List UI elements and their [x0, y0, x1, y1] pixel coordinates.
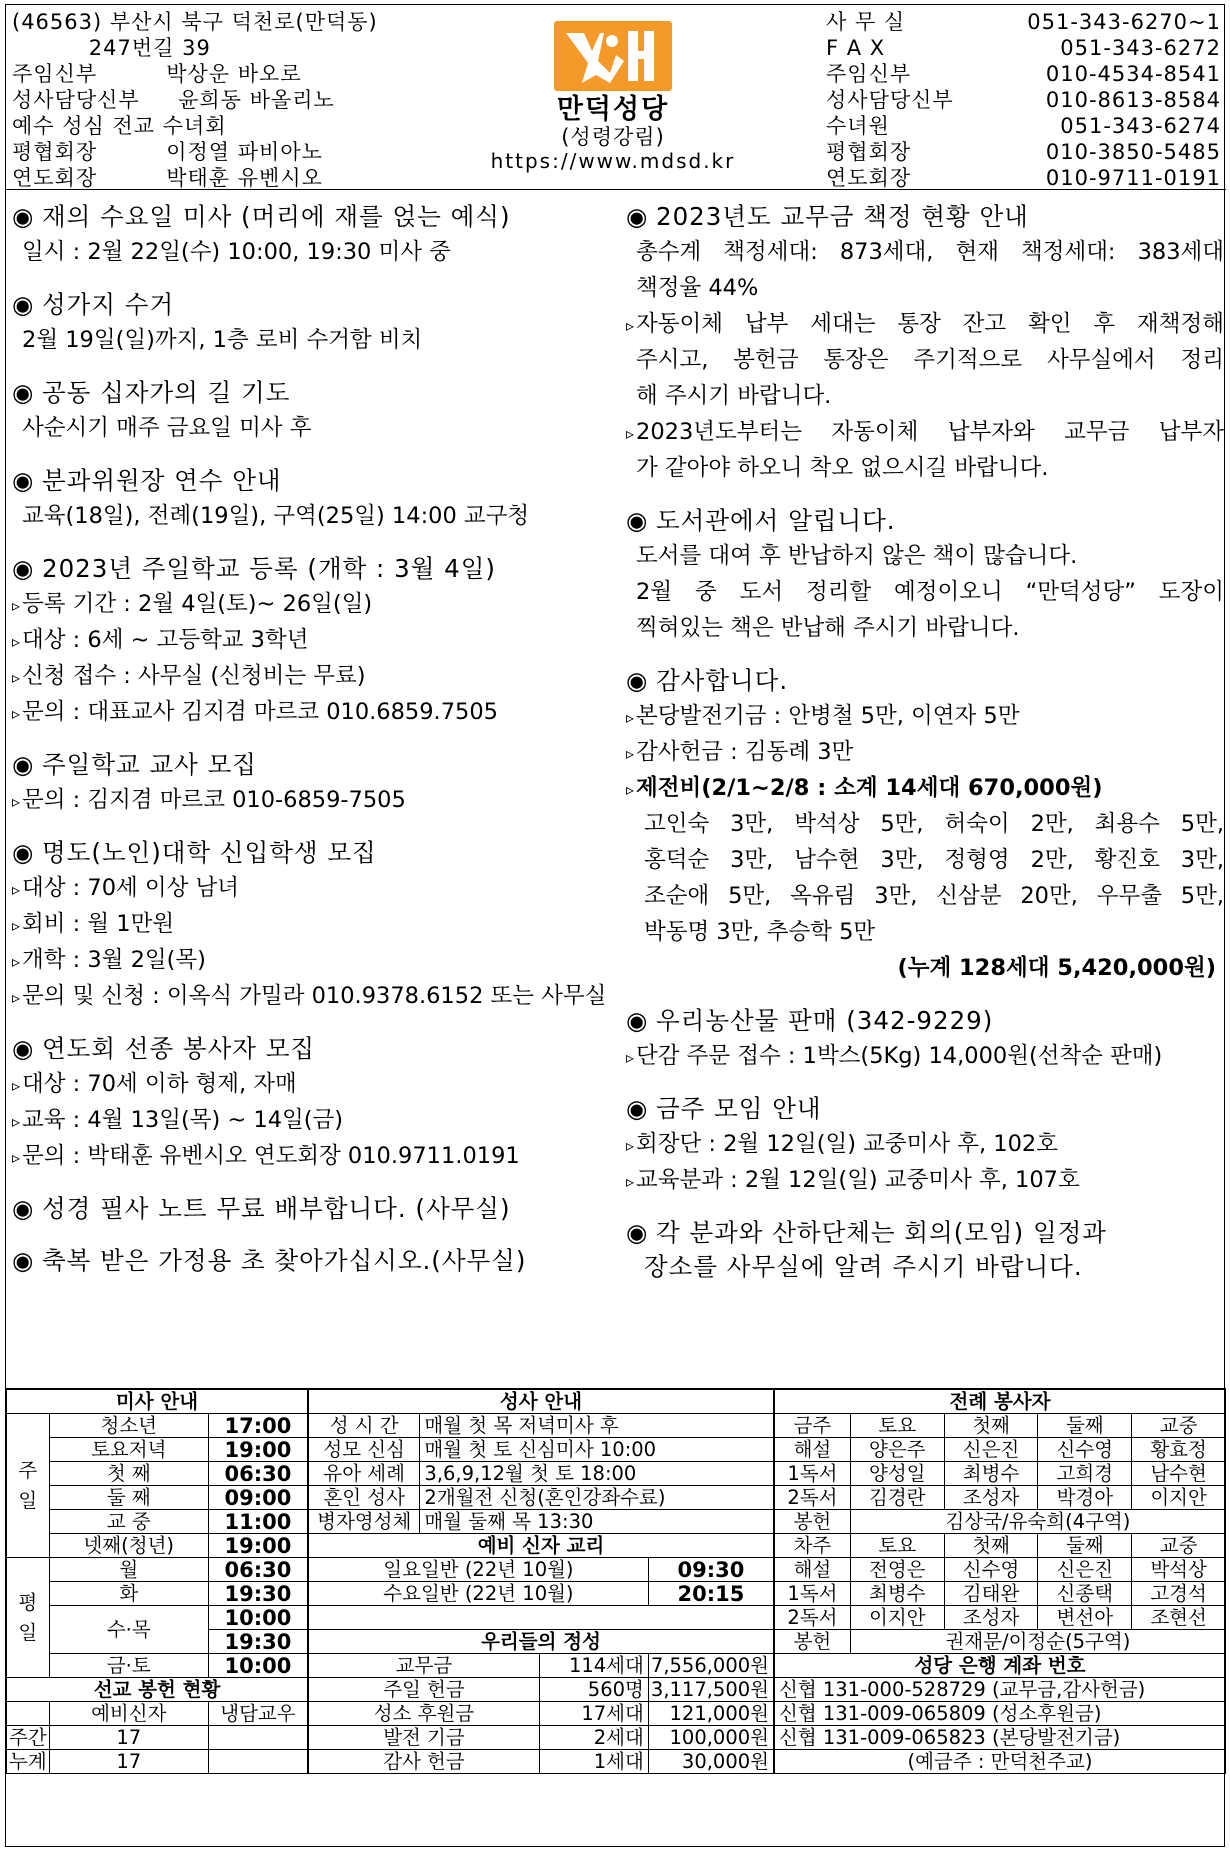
offering-title: 우리들의 정성: [309, 1630, 774, 1654]
sacrament-detail: 3,6,9,12월 첫 토 18:00: [420, 1462, 774, 1486]
mass-time: 19:30: [208, 1630, 307, 1654]
notice-title-text: 2023년도 교무금 책정 현황 안내: [656, 202, 1029, 231]
header-contact-row: [826, 139, 1221, 165]
contact-label: 사 무 실: [826, 10, 906, 34]
liturgy-title: 전례 봉사자: [775, 1390, 1226, 1414]
header-address-line: 예수 성심 전교 수녀회: [12, 114, 227, 138]
liturgy-role: 2독서: [775, 1606, 851, 1630]
header-contact-row: [826, 9, 1221, 35]
sacrament-detail: 2개월전 신청(혼인강좌수료): [420, 1486, 774, 1510]
notice-line: 찍혀있는 책은 반납해 주시기 바랍니다.: [636, 615, 1020, 641]
notice-line: 홍덕순 3만, 남수현 3만, 정형영 2만, 황진호 3만,: [644, 847, 1224, 873]
notice-title: [12, 1244, 620, 1278]
header-address-line: 247번길 39: [12, 36, 211, 60]
sacrament-name: 성 시 간: [309, 1414, 420, 1438]
notice-line: 해 주시기 바랍니다.: [636, 383, 832, 409]
catechism-time: 09:30: [648, 1558, 773, 1582]
sacrament-detail: 매월 둘째 목 13:30: [420, 1510, 774, 1534]
contact-value: 051-343-6274: [1060, 114, 1221, 138]
offering-amount: 100,000원: [648, 1726, 773, 1750]
notice-title: [12, 288, 620, 322]
bank-holder: (예금주 : 만덕천주교): [775, 1750, 1226, 1774]
mission-cell: [208, 1726, 307, 1750]
liturgy-cell: 고희경: [1038, 1462, 1132, 1486]
notice-section: [12, 200, 620, 270]
notice-title-text: 도서관에서 알립니다.: [656, 506, 896, 535]
notice-column-right: [626, 200, 1224, 1302]
liturgy-cell: 양성일: [850, 1462, 944, 1486]
sacrament-detail: 매월 첫 토 신심미사 10:00: [420, 1438, 774, 1462]
contact-label: F A X: [826, 36, 886, 60]
church-name: 만덕성당: [556, 94, 670, 125]
liturgy-cell: 황효정: [1132, 1438, 1226, 1462]
notice-section: [12, 552, 620, 730]
header-contact-block: [826, 9, 1221, 191]
contact-label: 주임신부: [826, 62, 912, 86]
contact-label: 성사담당신부: [826, 88, 954, 112]
notice-line: ▹ 감사헌금 : 김동례 3만: [626, 734, 1224, 770]
notice-section: [12, 1032, 620, 1174]
notice-title: [12, 1192, 620, 1226]
liturgy-head: 둘째: [1038, 1534, 1132, 1558]
liturgy-head: 교중: [1132, 1534, 1226, 1558]
target-bullet-icon: ◉: [12, 466, 35, 495]
header-contact-row: [826, 61, 1221, 87]
notice-title: [12, 376, 620, 410]
notice-column-left: [12, 200, 620, 1296]
header-contact-row: [826, 87, 1221, 113]
liturgy-cell: 조성자: [944, 1606, 1038, 1630]
liturgy-head: 둘째: [1038, 1414, 1132, 1438]
notice-title-text: 성가지 수거: [42, 290, 175, 319]
liturgy-cell: 조현선: [1132, 1606, 1226, 1630]
notice-title-text: 2023년 주일학교 등록 (개학 : 3월 4일): [42, 554, 496, 583]
liturgy-cell: 신은진: [1038, 1558, 1132, 1582]
bank-title: 성당 은행 계좌 번호: [775, 1654, 1226, 1678]
notice-title: [12, 1032, 620, 1066]
bank-account: 신협 131-000-528729 (교무금,감사헌금): [775, 1678, 1226, 1702]
notice-line: ▹ 2023년도부터는 자동이체 납부자와 교무금 납부자: [626, 414, 1224, 450]
contact-label: 수녀원: [826, 114, 890, 138]
notice-title: [626, 504, 1224, 538]
offering-amount: 30,000원: [648, 1750, 773, 1774]
sacrament-name: 혼인 성사: [309, 1486, 420, 1510]
notice-line: 고인숙 3만, 박석상 5만, 허숙이 2만, 최용수 5만,: [644, 811, 1224, 837]
notice-line: ▹ 등록 기간 : 2월 4일(토)~ 26일(일): [12, 586, 620, 622]
bulletin-page: [5, 4, 1225, 1847]
offering-name: 성소 후원금: [309, 1702, 540, 1726]
header-address-line: 성사담당신부 윤희동 바올리노: [12, 88, 335, 112]
liturgy-role: 1독서: [775, 1582, 851, 1606]
catechism-class: 수요일반 (22년 10월): [309, 1582, 649, 1606]
liturgy-cell: 변선아: [1038, 1606, 1132, 1630]
liturgy-cell: 최병수: [850, 1582, 944, 1606]
notice-line: ▹ 교육 : 4월 13일(목) ~ 14일(금): [12, 1102, 620, 1138]
target-bullet-icon: ◉: [12, 554, 35, 583]
church-logo-icon: [554, 21, 672, 91]
mass-name: 토요저녁: [49, 1438, 208, 1462]
notice-line: ▹ 제전비(2/1~2/8 : 소계 14세대 670,000원): [626, 770, 1224, 806]
contact-value: 010-3850-5485: [1045, 140, 1221, 164]
mission-cell: 17: [49, 1726, 208, 1750]
liturgy-cell: 신은진: [944, 1438, 1038, 1462]
liturgy-cell: 김태완: [944, 1582, 1038, 1606]
sacrament-title: 성사 안내: [309, 1390, 774, 1414]
liturgy-cell: 김경란: [850, 1486, 944, 1510]
offering-name: 주일 헌금: [309, 1678, 540, 1702]
liturgy-head: 첫째: [944, 1534, 1038, 1558]
notice-line: 도서를 대여 후 반납하지 않은 책이 많습니다.: [636, 543, 1078, 569]
sacrament-name: 유아 세례: [309, 1462, 420, 1486]
liturgy-head: 첫째: [944, 1414, 1038, 1438]
mass-name: 교 중: [49, 1510, 208, 1534]
mass-time: 19:00: [208, 1438, 307, 1462]
notice-line: 장소를 사무실에 알려 주시기 바랍니다.: [644, 1252, 1083, 1281]
header-address-line: 주임신부 박상운 바오로: [12, 62, 302, 86]
notice-title: [12, 200, 620, 234]
mission-cell: 주간: [7, 1726, 50, 1750]
notice-title-text: 축복 받은 가정용 초 찾아가십시오.(사무실): [42, 1246, 527, 1275]
target-bullet-icon: ◉: [626, 506, 649, 535]
offering-name: 감사 헌금: [309, 1750, 540, 1774]
notice-line: ▹ 개학 : 3월 2일(목): [12, 942, 620, 978]
notice-line: ▹ 문의 : 김지겸 마르코 010-6859-7505: [12, 782, 620, 818]
notice-title-text: 공동 십자가의 길 기도: [42, 378, 291, 407]
mass-time: 06:30: [208, 1462, 307, 1486]
notice-title: [12, 748, 620, 782]
target-bullet-icon: ◉: [626, 202, 649, 231]
contact-value: 051-343-6272: [1060, 36, 1221, 60]
notice-line: ▹ 문의 : 대표교사 김지겸 마르코 010.6859.7505: [12, 694, 620, 730]
mass-time: 17:00: [208, 1414, 307, 1438]
mass-name: 월: [49, 1558, 208, 1582]
notice-section: [626, 1004, 1224, 1074]
liturgy-cell: 남수현: [1132, 1462, 1226, 1486]
notice-line: 사순시기 매주 금요일 미사 후: [22, 415, 312, 441]
offering-amount: 3,117,500원: [648, 1678, 773, 1702]
notice-section: [12, 464, 620, 534]
notice-title-text: 감사합니다.: [656, 666, 789, 695]
notice-section: [626, 200, 1224, 486]
notice-title: [626, 200, 1224, 234]
notice-section: [12, 748, 620, 818]
header-address-line: (46563) 부산시 북구 덕천로(만덕동): [12, 10, 378, 34]
target-bullet-icon: ◉: [12, 378, 35, 407]
target-bullet-icon: ◉: [12, 838, 35, 867]
notice-line: ▹ 문의 : 박태훈 유벤시오 연도회장 010.9711.0191: [12, 1138, 620, 1174]
notice-line: ▹ 교육분과 : 2월 12일(일) 교중미사 후, 107호: [626, 1162, 1224, 1198]
notice-section: [12, 1244, 620, 1278]
header-address-line: 평협회장 이정열 파비아노: [12, 140, 323, 164]
notice-title: [12, 464, 620, 498]
mass-time: 10:00: [208, 1654, 307, 1678]
header-address-block: [12, 9, 378, 191]
liturgy-cell: 양은주: [850, 1438, 944, 1462]
notice-section: [626, 1216, 1224, 1284]
mission-head: 냉담교우: [208, 1702, 307, 1726]
mission-title: 선교 봉헌 현황: [7, 1678, 308, 1702]
liturgy-offer: 권재문/이정순(5구역): [850, 1630, 1225, 1654]
mass-schedule-table: [6, 1389, 308, 1774]
liturgy-role: 해설: [775, 1438, 851, 1462]
target-bullet-icon: ◉: [12, 1194, 35, 1223]
notice-line: ▹ 대상 : 6세 ~ 고등학교 3학년: [12, 622, 620, 658]
notice-line: ▹ 본당발전기금 : 안병철 5만, 이연자 5만: [626, 698, 1224, 734]
header-contact-row: [826, 165, 1221, 191]
header-address-line: 연도회장 박태훈 유벤시오: [12, 166, 323, 190]
bank-account: 신협 131-009-065809 (성소후원금): [775, 1702, 1226, 1726]
liturgy-head: 차주: [775, 1534, 851, 1558]
mission-head: 예비신자: [49, 1702, 208, 1726]
bulletin-header: [6, 5, 1226, 190]
church-url[interactable]: https://www.mdsd.kr: [490, 149, 736, 173]
mass-time: 19:00: [208, 1534, 307, 1558]
contact-value: 051-343-6270~1: [1027, 10, 1221, 34]
notice-line: 책정율 44%: [636, 275, 759, 301]
notice-title: [626, 1004, 1224, 1038]
liturgy-cell: 조성자: [944, 1486, 1038, 1510]
notice-title-text: 명도(노인)대학 신입학생 모집: [42, 838, 377, 867]
notice-title-text: 우리농산물 판매 (342-9229): [656, 1006, 994, 1035]
contact-label: 연도회장: [826, 166, 912, 190]
sacrament-detail: 매월 첫 목 저녁미사 후: [420, 1414, 774, 1438]
target-bullet-icon: ◉: [12, 202, 35, 231]
offering-amount: 7,556,000원: [648, 1654, 773, 1678]
mission-cell: [208, 1750, 307, 1774]
mass-name: 화: [49, 1582, 208, 1606]
sunday-label: 주 일: [7, 1414, 50, 1558]
notice-line: ▹ 대상 : 70세 이하 형제, 자매: [12, 1066, 620, 1102]
mass-name: 수·목: [49, 1606, 208, 1654]
contact-label: 평협회장: [826, 140, 912, 164]
church-logo-block: [488, 21, 738, 173]
liturgy-head: 토요: [850, 1414, 944, 1438]
notice-line: 총수계 책정세대: 873세대, 현재 책정세대: 383세대: [636, 239, 1224, 265]
liturgy-cell: 신수영: [1038, 1438, 1132, 1462]
catechism-title: 예비 신자 교리: [309, 1534, 774, 1558]
contact-value: 010-4534-8541: [1045, 62, 1221, 86]
offering-name: 발전 기금: [309, 1726, 540, 1750]
target-bullet-icon: ◉: [12, 750, 35, 779]
weekday-label: 평 일: [7, 1558, 50, 1678]
liturgy-cell: 최병수: [944, 1462, 1038, 1486]
notice-title-text: 연도회 선종 봉사자 모집: [42, 1034, 316, 1063]
notice-line: 2월 중 도서 정리할 예정이오니 “만덕성당” 도장이: [636, 579, 1224, 605]
notice-line: ▹ 회장단 : 2월 12일(일) 교중미사 후, 102호: [626, 1126, 1224, 1162]
catechism-class: 일요일반 (22년 10월): [309, 1558, 649, 1582]
mass-title: 미사 안내: [7, 1390, 308, 1414]
notice-title-text: 재의 수요일 미사 (머리에 재를 얹는 예식): [42, 202, 511, 231]
notice-title: [12, 552, 620, 586]
church-subtitle: (성령강림): [561, 125, 665, 149]
liturgy-role: 해설: [775, 1558, 851, 1582]
bank-account: 신협 131-009-065823 (본당발전기금): [775, 1726, 1226, 1750]
target-bullet-icon: ◉: [626, 1094, 649, 1123]
liturgy-cell: 박경아: [1038, 1486, 1132, 1510]
mass-name: 금·토: [49, 1654, 208, 1678]
mass-time: 09:00: [208, 1486, 307, 1510]
target-bullet-icon: ◉: [12, 290, 35, 319]
notice-title-text: 주일학교 교사 모집: [42, 750, 257, 779]
header-contact-row: [826, 35, 1221, 61]
offering-name: 교무금: [309, 1654, 540, 1678]
liturgy-role: 봉헌: [775, 1510, 851, 1534]
header-contact-row: [826, 113, 1221, 139]
catechism-time: 20:15: [648, 1582, 773, 1606]
sacrament-table: [308, 1389, 774, 1774]
notice-line: ▹ 회비 : 월 1만원: [12, 906, 620, 942]
liturgy-head: 교중: [1132, 1414, 1226, 1438]
liturgy-cell: 고경석: [1132, 1582, 1226, 1606]
target-bullet-icon: ◉: [626, 1006, 649, 1035]
liturgy-cell: 전영은: [850, 1558, 944, 1582]
target-bullet-icon: ◉: [12, 1034, 35, 1063]
notice-section: [12, 1192, 620, 1226]
sacrament-name: 병자영성체: [309, 1510, 420, 1534]
liturgy-cell: 이지안: [850, 1606, 944, 1630]
notice-line: ▹ 대상 : 70세 이상 남녀: [12, 870, 620, 906]
notice-line: 조순애 5만, 옥유림 3만, 신삼분 20만, 우무출 5만,: [644, 883, 1224, 909]
notice-line: 일시 : 2월 22일(수) 10:00, 19:30 미사 중: [22, 239, 451, 265]
mass-name: 넷째(청년): [49, 1534, 208, 1558]
liturgy-role: 1독서: [775, 1462, 851, 1486]
target-bullet-icon: ◉: [12, 1246, 35, 1275]
mission-head: [7, 1702, 50, 1726]
offering-count: 17세대: [539, 1702, 648, 1726]
liturgy-cell: 이지안: [1132, 1486, 1226, 1510]
notice-title-text: 각 분과와 산하단체는 회의(모임) 일정과: [656, 1218, 1107, 1247]
notice-section: [12, 836, 620, 1014]
notice-line: 교육(18일), 전례(19일), 구역(25일) 14:00 교구청: [22, 503, 530, 529]
mass-name: 첫 째: [49, 1462, 208, 1486]
mass-time: 19:30: [208, 1582, 307, 1606]
target-bullet-icon: ◉: [626, 1218, 649, 1247]
notice-title-text: 금주 모임 안내: [656, 1094, 822, 1123]
offering-amount: 121,000원: [648, 1702, 773, 1726]
offering-count: 114세대: [539, 1654, 648, 1678]
mass-time: 11:00: [208, 1510, 307, 1534]
notice-title-text: 성경 필사 노트 무료 배부합니다. (사무실): [42, 1194, 511, 1223]
offering-count: 560명: [539, 1678, 648, 1702]
liturgy-role: 2독서: [775, 1486, 851, 1510]
mass-time: 06:30: [208, 1558, 307, 1582]
notice-title: [626, 1216, 1224, 1250]
notice-line: 가 같아야 하오니 착오 없으시길 바랍니다.: [636, 455, 1049, 481]
offering-count: 1세대: [539, 1750, 648, 1774]
contact-value: 010-8613-8584: [1045, 88, 1221, 112]
notice-line: ▹ 자동이체 납부 세대는 통장 잔고 확인 후 재책정해: [626, 306, 1224, 342]
notice-title-text: 분과위원장 연수 안내: [42, 466, 282, 495]
mass-name: 청소년: [49, 1414, 208, 1438]
notice-section: [626, 664, 1224, 986]
notice-line: 2월 19일(일)까지, 1층 로비 수거함 비치: [22, 327, 423, 353]
notice-line: ▹ 단감 주문 접수 : 1박스(5Kg) 14,000원(선착순 판매): [626, 1038, 1224, 1074]
notice-title: [626, 664, 1224, 698]
notice-line: ▹ 신청 접수 : 사무실 (신청비는 무료): [12, 658, 620, 694]
mass-time: 10:00: [208, 1606, 307, 1630]
liturgy-offer: 김상국/유숙희(4구역): [850, 1510, 1225, 1534]
liturgy-cell: 신종택: [1038, 1582, 1132, 1606]
liturgy-cell: 박석상: [1132, 1558, 1226, 1582]
notice-section: [12, 288, 620, 358]
liturgy-head: 금주: [775, 1414, 851, 1438]
notice-title: [626, 1092, 1224, 1126]
notice-section: [12, 376, 620, 446]
mission-cell: 누계: [7, 1750, 50, 1774]
notice-line: 주시고, 봉헌금 통장은 주기적으로 사무실에서 정리: [636, 347, 1224, 373]
liturgy-cell: 신수영: [944, 1558, 1038, 1582]
catechism-empty: [309, 1606, 774, 1630]
liturgy-role: 봉헌: [775, 1630, 851, 1654]
target-bullet-icon: ◉: [626, 666, 649, 695]
notice-line: 박동명 3만, 추승학 5만: [644, 919, 876, 945]
liturgy-table: [774, 1389, 1226, 1774]
sacrament-name: 성모 신심: [309, 1438, 420, 1462]
info-tables: [6, 1388, 1226, 1848]
notice-line: ▹ 문의 및 신청 : 이옥식 가밀라 010.9378.6152 또는 사무실: [12, 978, 620, 1014]
liturgy-head: 토요: [850, 1534, 944, 1558]
contact-value: 010-9711-0191: [1045, 166, 1221, 190]
offering-count: 2세대: [539, 1726, 648, 1750]
notice-section: [626, 1092, 1224, 1198]
mission-cell: 17: [49, 1750, 208, 1774]
notice-title: [12, 836, 620, 870]
notice-line: (누계 128세대 5,420,000원): [897, 955, 1216, 981]
notice-section: [626, 504, 1224, 646]
mass-name: 둘 째: [49, 1486, 208, 1510]
